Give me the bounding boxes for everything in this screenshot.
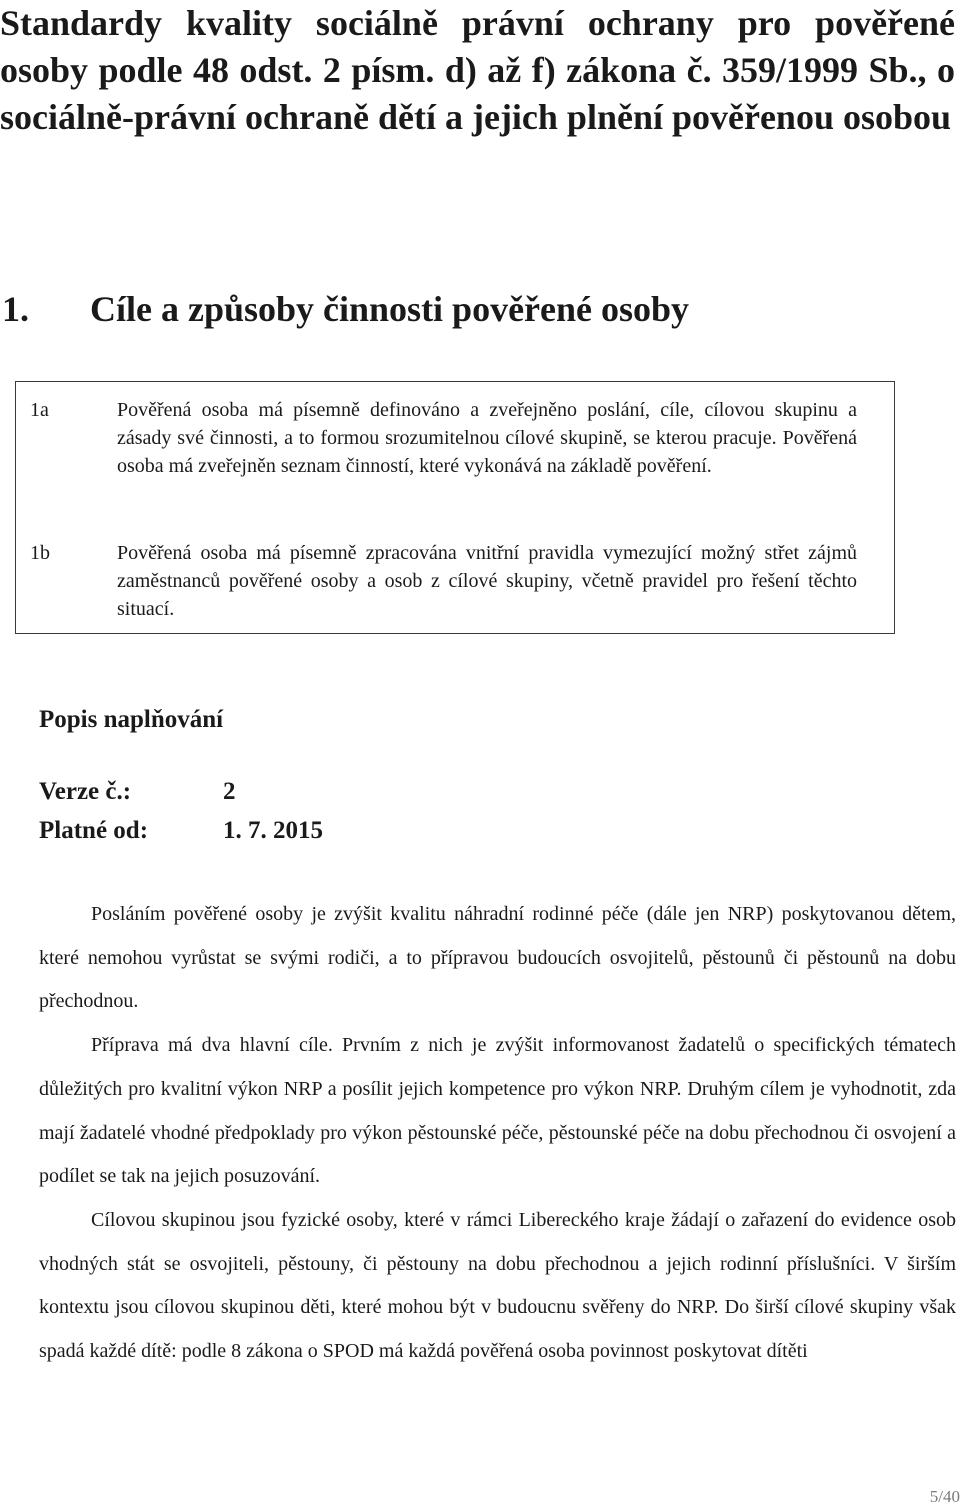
standard-id: 1b xyxy=(30,542,50,564)
standard-text: Pověřená osoba má písemně zpracována vnitřní pravidla vymezující možný střet zájmů zaměstnanců pověřené osoby a osob z cílové skupiny, včetně pravidel pro řešení těchto situací. xyxy=(117,542,857,620)
version-label: Verze č.: xyxy=(39,778,132,805)
version-value: 2 xyxy=(223,778,236,805)
standard-text: Pověřená osoba má písemně definováno a zveřejněno poslání, cíle, cílovou skupinu a zásady své činnosti, a to formou srozumitelnou cílové skupině, se kterou pracuje. Pověřená osoba má zveřejněn seznam činností, které vykonává na základě pověření. xyxy=(117,399,857,477)
page-number: 5/40 xyxy=(929,1487,960,1506)
standards-box xyxy=(15,381,895,634)
section-number: 1. xyxy=(2,289,29,329)
section-title: Cíle a způsoby činnosti pověřené osoby xyxy=(90,289,690,329)
valid-from-row xyxy=(39,814,323,848)
fulfillment-heading: Popis naplňování xyxy=(39,706,224,733)
body-paragraph: Cílovou skupinou jsou fyzické osoby, které v rámci Libereckého kraje žádají o zařazení do evidence osob vhodných stát se osvojiteli, pěstouny, či pěstouny na dobu přechodnou a jejich rodinní příslušníci. V širším kontextu jsou cílovou skupinou děti, které mohou být v budoucnu svěřeny do NRP. Do širší cílové skupiny však spadá každé dítě: podle 8 zákona o SPOD má každá pověřená osoba povinnost poskytovat dítěti xyxy=(39,1208,956,1363)
section-heading xyxy=(2,286,689,333)
body-paragraph: Posláním pověřené osoby je zvýšit kvalitu náhradní rodinné péče (dále jen NRP) poskytovanou dětem, které nemohou vyrůstat se svými rodiči, a to přípravou budoucích osvojitelů, pěstounů či pěstounů na dobu přechodnou. xyxy=(39,903,956,1013)
standard-id: 1a xyxy=(30,399,49,421)
valid-from-label: Platné od: xyxy=(39,817,149,844)
body-text xyxy=(39,893,956,1374)
valid-from-value: 1. 7. 2015 xyxy=(223,817,323,844)
document-title: Standardy kvality sociálně právní ochrany pro pověřené osoby podle 48 odst. 2 písm. d) až f) zákona č. 359/1999 Sb., o sociálně-právní ochraně dětí a jejich plnění pověřenou osobou xyxy=(0,3,955,137)
version-row xyxy=(39,775,236,809)
body-paragraph: Příprava má dva hlavní cíle. Prvním z nich je zvýšit informovanost žadatelů o specifických tématech důležitých pro kvalitní výkon NRP a posílit jejich kompetence pro výkon NRP. Druhým cílem je vyhodnotit, zda mají žadatelé vhodné předpoklady pro výkon pěstounské péče, pěstounské péče na dobu přechodnou či osvojení a podílet se tak na jejich posuzování. xyxy=(39,1034,956,1188)
